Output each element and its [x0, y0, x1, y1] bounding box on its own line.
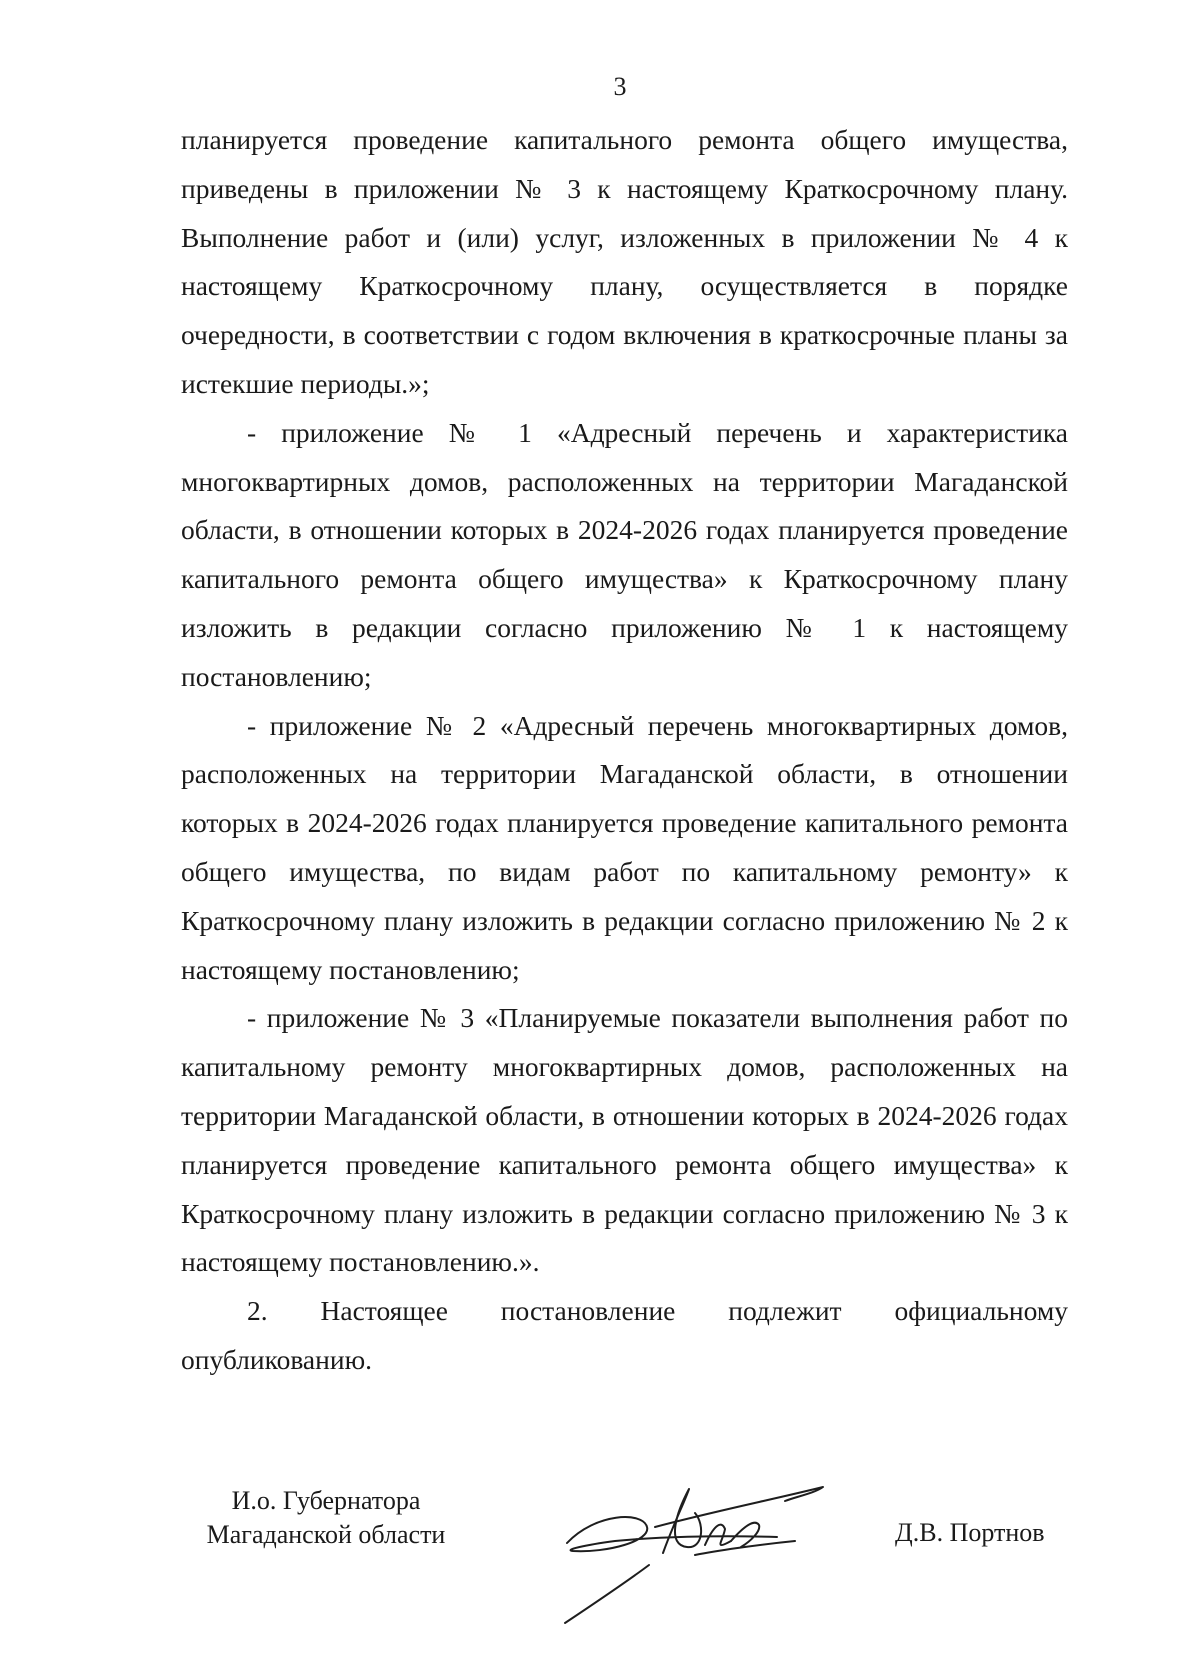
signatory-position	[186, 1484, 466, 1552]
document-body	[181, 116, 1068, 1385]
paragraph-publication: 2. Настоящее постановление подлежит официальному опубликованию.	[181, 1295, 1068, 1375]
signatory-position-line1: И.о. Губернатора	[231, 1486, 421, 1515]
paragraph-appendix-2: - приложение № 2 «Адресный перечень многоквартирных домов, расположенных на территории Магаданской области, в отношении которых в 2024-2026 годах планируется проведение капитального ремонта общего имущества, по видам работ по капитальному ремонту» к Краткосрочному плану изложить в редакции согласно приложению № 2 к настоящему постановлению;	[181, 709, 1068, 985]
paragraph-appendix-3: - приложение № 3 «Планируемые показатели выполнения работ по капитальному ремонту многоквартирных домов, расположенных на территории Магаданской области, в отношении которых в 2024-2026 годах планируется проведение капитального ремонта общего имущества» к Краткосрочному плану изложить в редакции согласно приложению № 3 к настоящему постановлению.».	[181, 1002, 1068, 1278]
signatory-name: Д.В. Портнов	[895, 1518, 1045, 1547]
paragraph-continuation: планируется проведение капитального ремонта общего имущества, приведены в приложении № 3 к настоящему Краткосрочному плану. Выполнение работ и (или) услуг, изложенных в приложении № 4 к настоящему Краткосрочному плану, осуществляется в порядке очередности, в соответствии с годом включения в краткосрочные планы за истекшие периоды.»;	[181, 124, 1068, 399]
signatory-position-line2: Магаданской области	[206, 1520, 446, 1549]
handwritten-signature	[555, 1455, 855, 1630]
paragraph-appendix-1: - приложение № 1 «Адресный перечень и характеристика многоквартирных домов, расположенных на территории Магаданской области, в отношении которых в 2024-2026 годах планируется проведение капитального ремонта общего имущества» к Краткосрочному плану изложить в редакции согласно приложению № 1 к настоящему постановлению;	[181, 416, 1068, 692]
page-number: 3	[613, 72, 627, 101]
